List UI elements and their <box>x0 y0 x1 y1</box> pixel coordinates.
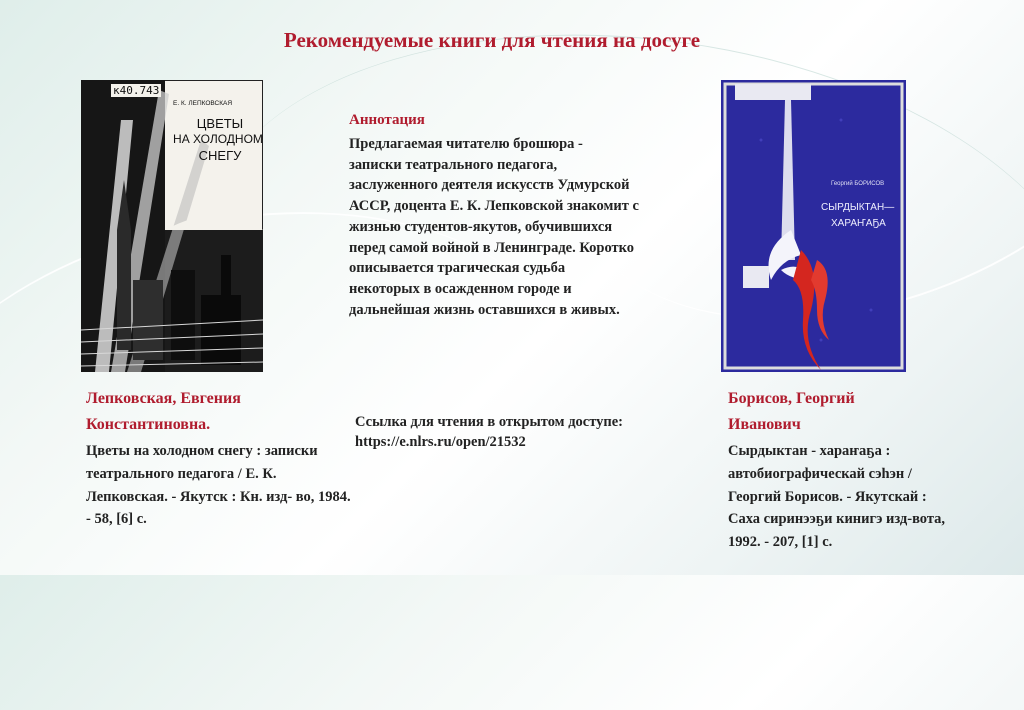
left-book-author-line-1: Лепковская, Евгения <box>86 390 241 407</box>
left-book-bibliography: Цветы на холодном снегу : записки театрального педагога / Е. К. Лепковская. - Якутск : Кн. изд- во, 1984. - 58, [6] с. <box>86 443 351 528</box>
open-access-label: Ссылка для чтения в открытом доступе: <box>355 414 624 430</box>
right-book-author-line-2: Иванович <box>728 416 801 433</box>
book-cover-left <box>81 80 263 372</box>
cover-call-number: к40.743 <box>113 84 160 97</box>
cover-title-line-2: НА ХОЛОДНОМ <box>173 132 263 146</box>
right-book-author-line-1: Борисов, Георгий <box>728 390 855 407</box>
book-cover-right <box>721 80 906 372</box>
annotation-text: Предлагаемая читателю брошюра - записки театрального педагога, заслуженного деятеля искусств Удмурской АССР, доцента Е. К. Лепковской знакомит с жизнью студентов-якутов, обучившихся перед самой войной в Ленинграде. Коротко описывается трагическая судьба некоторых в осажденном городе и дальнейшая жизнь оставшихся в живых. <box>349 136 639 318</box>
cover-author: Георгий БОРИСОВ <box>831 181 885 187</box>
slide-title: Рекомендуемые книги для чтения на досуге <box>283 28 701 52</box>
left-book-author <box>86 386 241 438</box>
cover-title-line-3: СНЕГУ <box>198 148 242 163</box>
annotation-heading: Аннотация <box>349 112 425 128</box>
open-access-url[interactable]: https://e.nlrs.ru/open/21532 <box>355 434 526 450</box>
open-access-link-block <box>355 412 685 452</box>
right-book-author <box>728 386 855 438</box>
cover-title-line-1: СЫРДЫКТАН— <box>821 202 895 213</box>
cover-title-line-2: ХАРАҤАҔА <box>831 218 886 229</box>
cover-author: Е. К. ЛЕПКОВСКАЯ <box>173 100 233 107</box>
cover-title-line-1: ЦВЕТЫ <box>196 116 244 131</box>
right-book-bibliography: Сырдыктан - хараҥаҕа : автобиографическай сэһэн / Георгий Борисов. - Якутскай : Саха сиринээҕи кинигэ изд-вота, 1992. - 207, [1] с. <box>728 443 946 551</box>
left-book-author-line-2: Константиновна. <box>86 416 211 433</box>
